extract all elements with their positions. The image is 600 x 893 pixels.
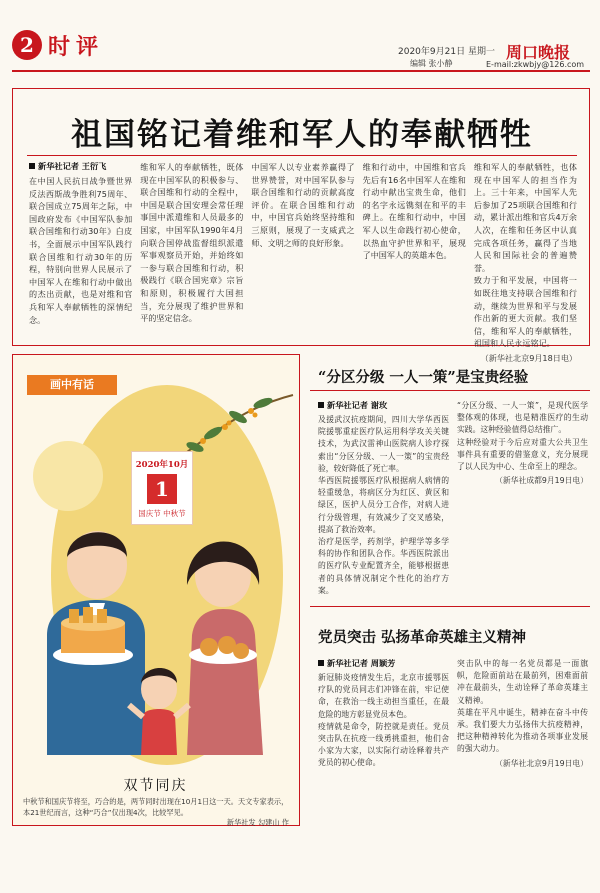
page-number-badge: 2 [12,30,42,60]
newspaper-logo: 周口晚报 [506,43,571,62]
editor-credit: 编辑 张小静 [410,59,453,68]
paragraph: 中国军人以专业素养赢得了世界赞誉，对中国军队参与联合国维和行动的贡献高度评价。在联合国维和行动中，中国官兵始终坚持维和三原则，展现了一支威武之师、文明之师的良好形象。 [251,162,355,248]
paragraph: 治疗是医学，药剂学，护理学等多学科的协作和团队合作。华西医院派出的医疗队专业配置齐全，能够根据患者的具体情况制定个性化的治疗方案。 [318,537,449,595]
paragraph: “分区分级、一人一策”，是现代医学整体观的体现，也是精准医疗的生动实践。这种经验值得总结推广。 [457,401,588,435]
text-column [473,161,578,363]
paragraph: 及援武汉抗疫期间，四川大学华西医院援鄂重症医疗队运用科学攻关关键技术，为武汉雷神山医院病人诊疗探索出“分区分级、一人一策”的宝贵经验，较好降低了死亡率。 [318,415,449,473]
paragraph: 疫情就是命令，防控就是责任。党员突击队在抗疫一线勇挑重担，他们舍小家为大家，以实际行动诠释着共产党员的初心使命。 [318,721,449,768]
paragraph: 致力于和平发展，中国将一如既往地支持联合国维和行动，继续为世界和平与发展作出新的更大贡献。我们坚信，维和军人的奉献牺牲，祖国和人民永远铭记。 [473,275,578,349]
section-name: 时评 [48,34,105,60]
article-three-body [318,658,588,882]
header-divider [12,70,590,72]
article-two [310,354,590,604]
contact-email: E-mail:zkwbjy@126.com [486,60,585,69]
article-source: （新华社成都9月19日电） [495,476,588,486]
cartoon-title: 双节同庆 [123,778,188,794]
lead-article-body [29,161,578,363]
caption-credit: 新华社发 勾建山 作 [226,818,289,827]
paragraph: 维和行动中，中国维和官兵先后有16名中国军人在维和行动中献出宝贵生命，他们的名字永远镌刻在和平的丰碑上。在维和行动中，中国军人以生命践行初心使命，以热血守护世界和平，展现了中国军人的英雄本色。 [362,162,466,261]
title-divider [310,390,590,391]
article-source: （新华社北京9月18日电） [480,352,578,363]
text-column [29,161,132,337]
lead-article [12,88,590,363]
byline: 新华社记者 周颖芳 [318,658,449,669]
article-three-title: 党员突击 弘扬革命英雄主义精神 [318,629,527,646]
paragraph: 在中国人民抗日战争暨世界反法西斯战争胜利75周年、联合国成立75周年之际，中国政府发布《中国军队参加联合国维和行动30年》白皮书，全面展示中国军队践行联合国维和行动30年的历程，特别向世界人民展示了中国军人在维和行动中做出的杰出贡献，也是对维和官兵和军人奉献牺牲的深情纪念。 [29,176,133,325]
article-source: （新华社北京9月19日电） [495,758,588,768]
text-column [318,658,449,882]
paragraph: 华西医院援鄂医疗队根据病人病情的轻重缓急，将病区分为红区、黄区和绿区，医护人员分工合作，对病人进行分级管理，有效减少了交叉感染，提高了救治效率。 [318,476,449,534]
article-three [310,612,590,882]
paragraph: 这种经验对于今后应对重大公共卫生事件具有重要的借鉴意义，充分展现了以人民为中心、生命至上的理念。 [457,437,588,472]
text-column [251,161,354,337]
caption-text: 中秋节和国庆节将至，巧合的是，两节同时出现在10月1日这一天。天文专家表示，本21世纪而言，这种“巧合”仅出现4次，比较罕见。 [23,797,289,817]
paragraph: 新冠肺炎疫情发生后，北京市援鄂医疗队的党员同志们冲锋在前，牢记使命，在救治一线主动担当重任，在最危险的地方彰显党员本色。 [318,673,449,719]
text-column [318,400,449,600]
text-column [457,400,588,600]
lead-article-title: 祖国铭记着维和军人的奉献牺牲 [71,117,533,153]
page-header [0,0,600,72]
paragraph: 维和军人的奉献牺牲，既体现在中国军队的积极参与、联合国维和行动的全程中，中国是联合国安理会常任理事国中派遣维和人员最多的国家，中国军队1990年4月向联合国停战监督组织派遣军事观察员开始，并始终如一参与联合国维和行动，积极践行《联合国宪章》宗旨和原则，积极履行大国担当，充分展现了维护世界和平的坚定信念。 [140,162,244,324]
byline: 新华社记者 谢玫 [318,400,449,411]
cartoon-panel [12,354,300,826]
article-two-body [318,400,588,600]
calendar-festivals: 国庆节 中秋节 [138,509,186,518]
calendar-month: 2020年10月 [135,460,189,470]
paragraph: 突击队中的每一名党员都是一面旗帜，危险面前站在最前列，困难面前冲在最前头，生动诠释了革命英雄主义精神。 [457,659,588,705]
title-divider [27,155,577,156]
paragraph: 维和军人的奉献牺牲，也体现在中国军人的担当作为上。三十年来，中国军人先后参加了25项联合国维和行动，累计派出维和官兵4万余人次，在维和任务区中认真完成各项任务，赢得了当地人民和国际社会的普遍赞誉。 [473,162,578,273]
issue-date: 2020年9月21日 星期一 [398,47,495,57]
small-moon-disc [33,441,103,511]
text-column [363,161,466,337]
family-illustration [27,505,291,755]
article-divider [310,606,590,607]
column-tag: 画中有话 [27,375,117,395]
text-column [140,161,243,337]
paragraph: 英雄在平凡中诞生，精神在奋斗中传承。我们要大力弘扬伟大抗疫精神，把这种精神转化为推动各项事业发展的强大动力。 [457,707,588,754]
cartoon-caption [23,797,289,829]
article-two-title: “分区分级 一人一策”是宝贵经验 [318,369,529,386]
calendar-day: 1 [147,474,177,504]
byline: 新华社记者 王衍飞 [29,161,132,172]
text-column [457,658,588,882]
